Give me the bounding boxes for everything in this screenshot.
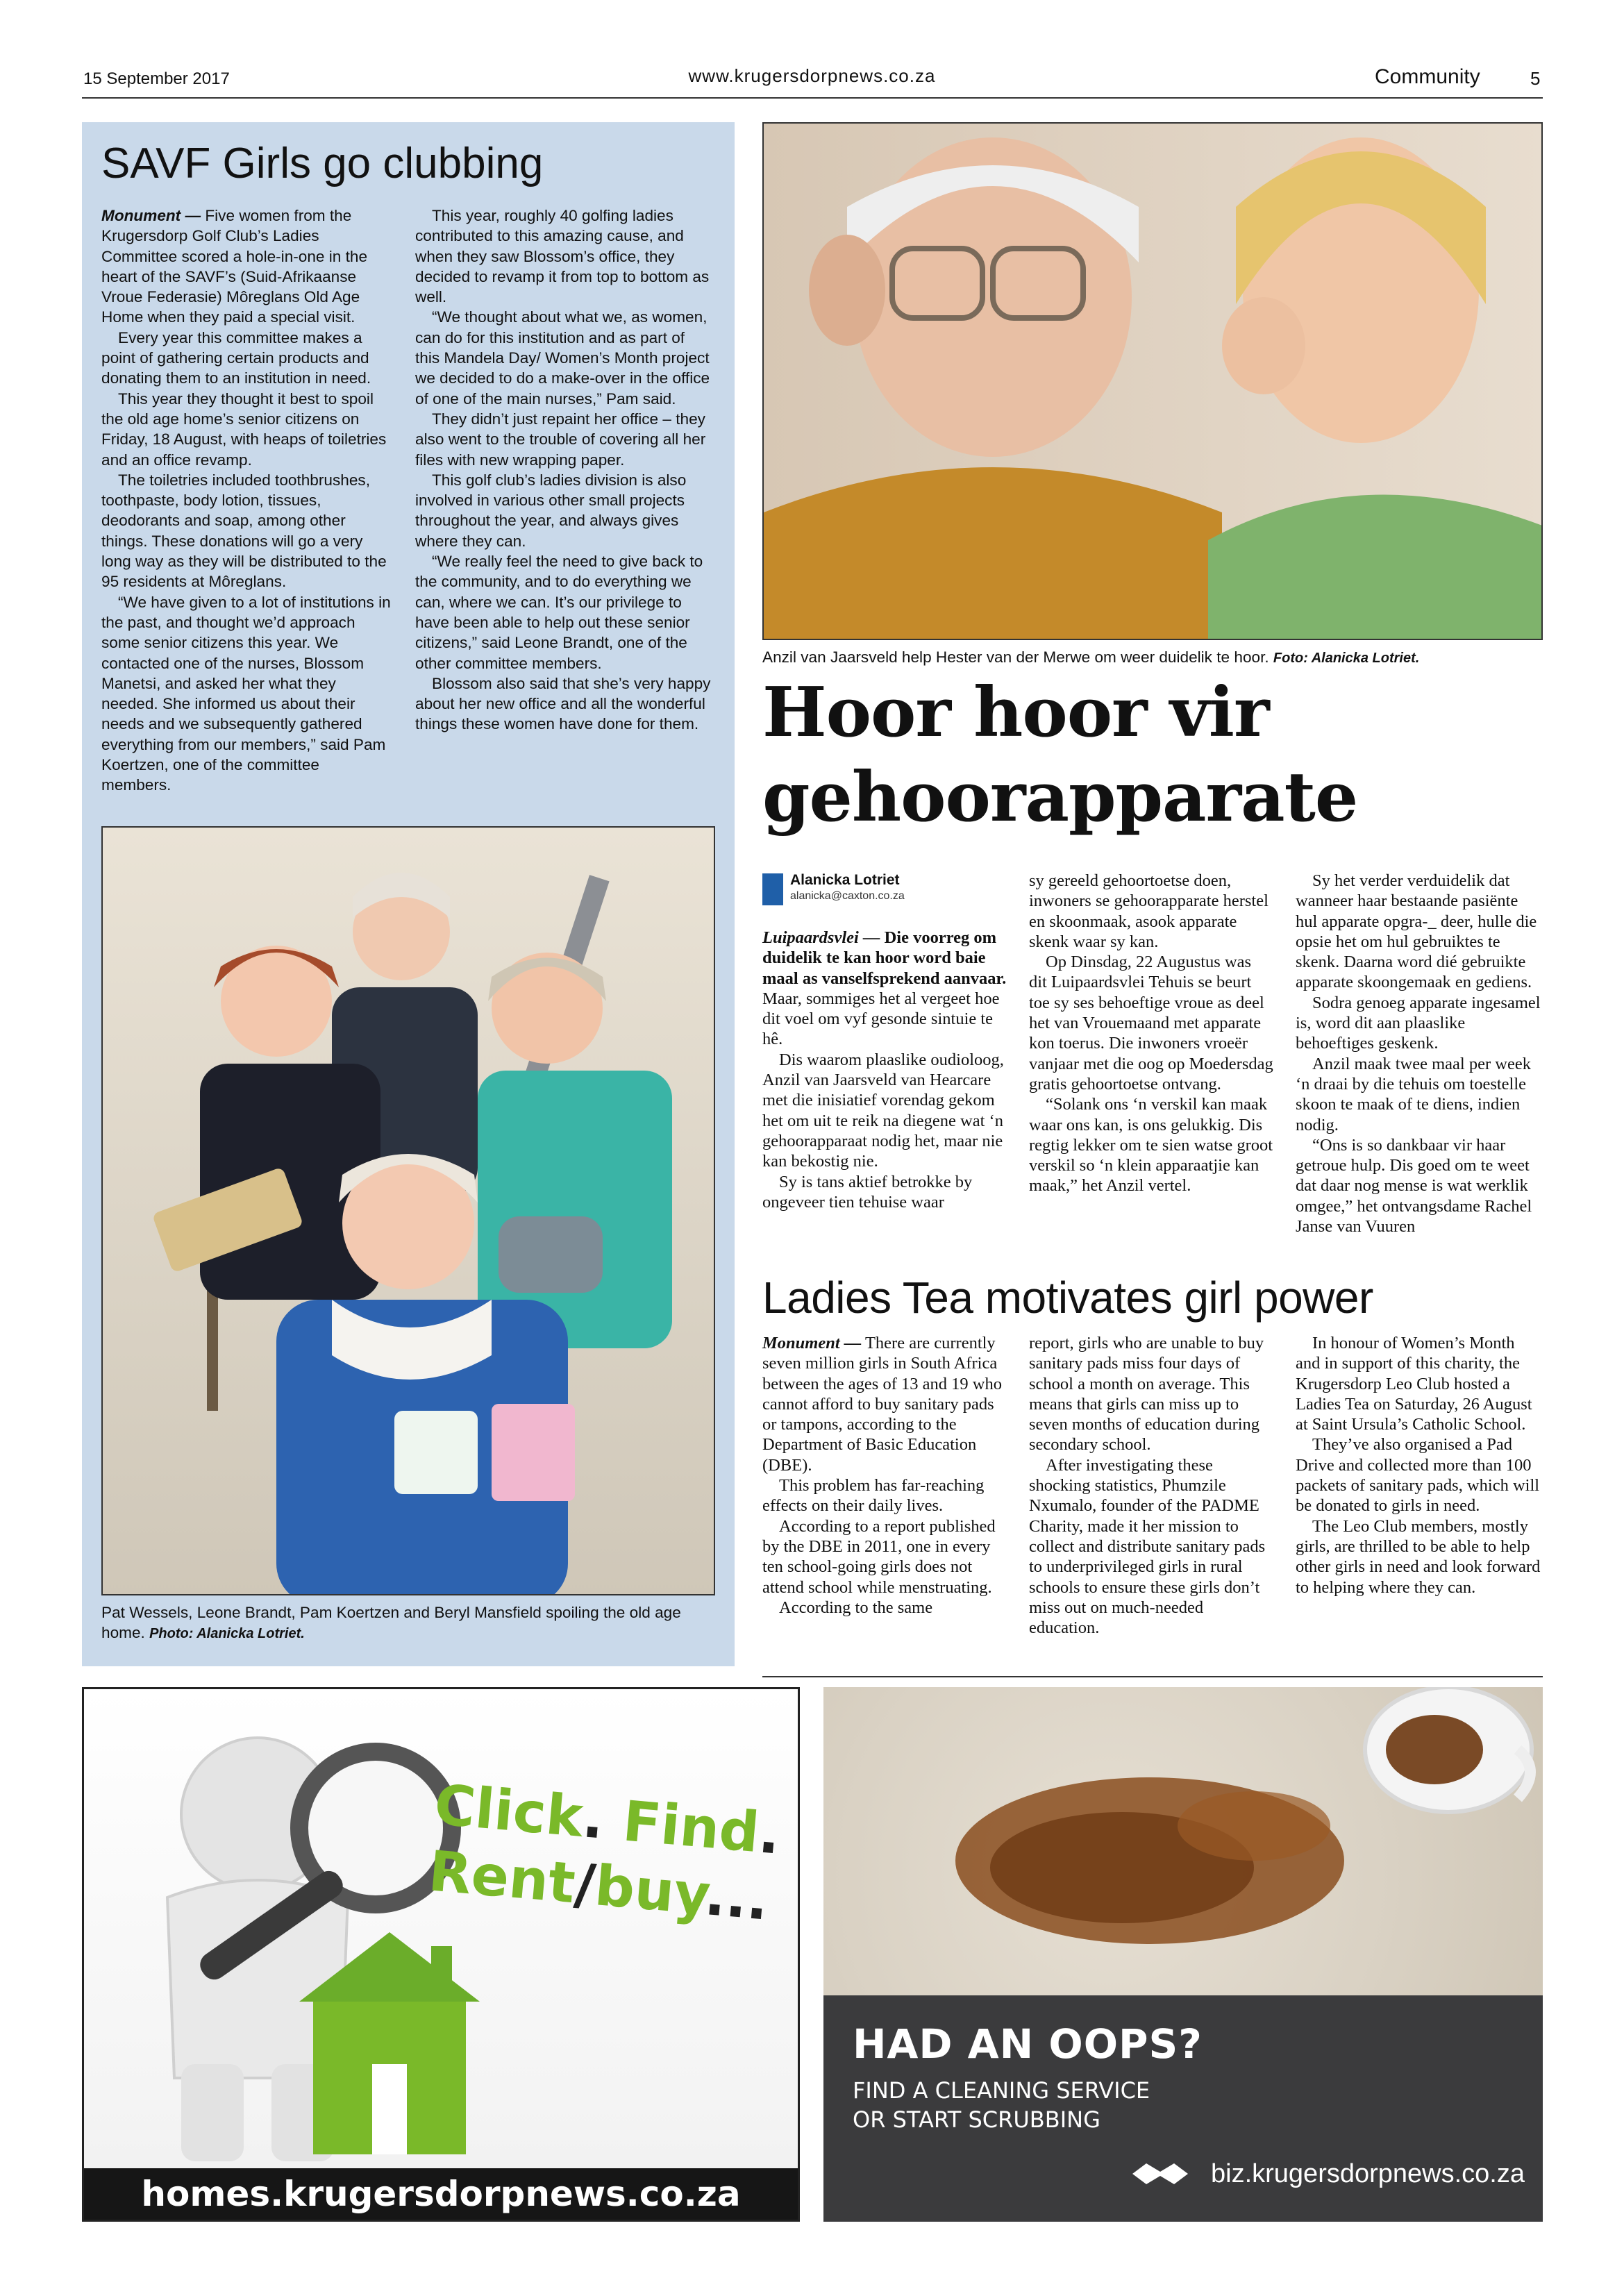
savf-paragraph: “We thought about what we, as women, can do for this institution and as part of this Mandela Day/ Women’s Month project we decided to do a make-over in the office of one of the main nurses,” Pam said. [415, 308, 710, 408]
hoor-paragraph: “Ons is so dankbaar vir haar getroue hulp. Dis goed om te weet dat daar nog mense is wat werklik omgee,” het ontvangsdame Rachel Janse van Vuuren [1296, 1135, 1532, 1237]
hoor-headline: Hoor hoor vir gehoorapparate [762, 673, 1358, 837]
savf-photo-caption: Pat Wessels, Leone Brandt, Pam Koertzen and Beryl Mansfield spoiling the old age home. Photo: Alanicka Lotriet. [101, 1604, 681, 1641]
savf-paragraph: Every year this committee makes a point of gathering certain products and donating them to an institution in need. [101, 328, 371, 387]
tea-paragraph: In honour of Women’s Month and in support of this charity, the Krugersdorp Leo Club hosted a Ladies Tea on Saturday, 26 August at Saint Ursula’s Catholic School. [1296, 1334, 1532, 1434]
oops-subline: FIND A CLEANING SERVICE OR START SCRUBBING [853, 2077, 1150, 2133]
coffee-stain-photo [823, 1687, 1543, 1995]
section-divider [762, 1676, 1543, 1677]
oops-headline: HAD AN OOPS? [853, 2020, 1203, 2068]
hoor-paragraph: Sy het verder verduidelik dat wanneer haar bestaande pasiënte hul apparate opgra-_ deer, hulle die opsie het om hul gebruiktes te skenk. Daarna word dié gebruikte apparate skoongemaak en gediens. [1296, 871, 1537, 992]
hoor-paragraph: Anzil maak twee maal per week ‘n draai by die tehuis om toestelle skoon te maak of te diens, indien nodig. [1296, 1054, 1531, 1134]
savf-paragraph: Blossom also said that she’s very happy about her new office and all the wonderful things these women have done for them. [415, 674, 711, 733]
biz-url[interactable]: biz.krugersdorpnews.co.za [1211, 2159, 1525, 2188]
hoor-paragraph: Sy is tans aktief betrokke by ongeveer tien tehuise waar [762, 1172, 973, 1212]
section-name: Community [1375, 65, 1480, 88]
savf-paragraph: The toiletries included toothbrushes, toothpaste, body lotion, tissues, deodorants and soap, among other things. These donations will go a very long way as they will be distributed to the 95 residents at Môreglans. [101, 471, 387, 591]
cleaning-advert[interactable] [823, 1687, 1543, 2222]
tea-headline: Ladies Tea motivates girl power [762, 1273, 1373, 1323]
hoor-paragraph: Maar, sommiges het al vergeet hoe dit voel om vyf gesonde sintuie te hê. [762, 989, 1000, 1049]
tea-paragraph: They’ve also organised a Pad Drive and collected more than 100 packets of sanitary pads, which will be donated to girls in need. [1296, 1435, 1540, 1516]
magnifier-figure-icon [84, 1689, 798, 2168]
hoor-paragraph: Op Dinsdag, 22 Augustus was dit Luipaardsvlei Tehuis se beurt toe sy ses behoeftige vroue as deel het van Vrouemaand met apparate kon toerus. Die inwoners vroeër vanjaar met die oog op Moedersdag gratis gehoortoetse ontvang. [1029, 953, 1273, 1093]
tea-column-2 [1029, 1333, 1273, 1638]
header-rule [82, 97, 1543, 99]
hoor-paragraph: Dis waarom plaaslike oudioloog, Anzil van Jaarsveld van Hearcare met die inisiatief vorendag gekom het om uit te reik na diegene wat ‘n gehoorapparaat nodig het, maar nie kan bekostig nie. [762, 1050, 1004, 1171]
hoor-column-1 [762, 928, 1007, 1212]
byline-marker [762, 873, 783, 905]
tea-column-3 [1296, 1333, 1543, 1598]
hoor-column-2 [1029, 871, 1273, 1196]
savf-paragraph: This golf club’s ladies division is also involved in various other small projects throughout the year, and always gives where they can. [415, 471, 687, 550]
tea-paragraph: Monument — There are currently seven million girls in South Africa between the ages of 13 and 19 who cannot afford to buy sanitary pads or tampons, according to the Department of Basic Education (DBE). [762, 1334, 1002, 1475]
hoor-paragraph: “Solank ons ‘n verskil kan maak waar ons kan, is ons gelukkig. Dis regtig lekker om te sien watse groot verskil so ‘n klein apparaatjie kan maak,” het Anzil vertel. [1029, 1095, 1273, 1196]
hoor-lead: Luipaardsvlei — Die voorreg om duidelik te kan hoor word baie maal as vanselfsprekend aanvaar. [762, 928, 1007, 988]
tea-paragraph: According to the same [779, 1598, 933, 1617]
byline-name: Alanicka Lotriet [790, 872, 900, 888]
hoor-column-3 [1296, 871, 1543, 1237]
savf-photo-illustration [103, 828, 715, 1595]
hoor-paragraph: Sodra genoeg apparate ingesamel is, word dit aan plaaslike behoeftiges geskenk. [1296, 993, 1541, 1053]
savf-group-photo [101, 826, 715, 1595]
hoor-paragraph: sy gereeld gehoortoetse doen, inwoners se gehoorapparate herstel en skoonmaak, asook apparate skenk waar sy kan. [1029, 871, 1269, 951]
issue-date: 15 September 2017 [83, 69, 230, 88]
hearing-aid-photo [762, 122, 1543, 640]
tea-paragraph: This problem has far-reaching effects on their daily lives. [762, 1476, 985, 1516]
homes-advert[interactable] [82, 1687, 800, 2222]
spilled-cup-illustration [823, 1687, 1543, 1995]
tea-paragraph: The Leo Club members, mostly girls, are thrilled to be able to help other girls in need and look forward to helping where they can. [1296, 1516, 1541, 1597]
byline-email[interactable]: alanicka@caxton.co.za [790, 890, 905, 902]
savf-column-2 [415, 206, 712, 735]
site-url[interactable]: www.krugersdorpnews.co.za [688, 65, 936, 86]
savf-paragraph: This year they thought it best to spoil the old age home’s senior citizens on Friday, 18 August, with heaps of toiletries and an office revamp. [101, 389, 387, 469]
tea-column-1 [762, 1333, 1007, 1618]
savf-paragraph: “We really feel the need to give back to the community, and to do everything we can, where we can. It’s our privilege to have been able to help out these senior citizens,” said Leone Brandt, one of the other committee members. [415, 553, 703, 672]
page-number: 5 [1530, 68, 1541, 89]
savf-column-1 [101, 206, 393, 796]
homes-advert-artwork [84, 1689, 798, 2168]
photo-credit: Foto: Alanicka Lotriet. [1273, 651, 1420, 666]
tea-paragraph: After investigating these shocking statistics, Phumzile Nxumalo, founder of the PADME Charity, made it her mission to collect and distribute sanitary pads to underprivileged girls in rural schools to ensure these girls don’t miss out on much-needed education. [1029, 1455, 1266, 1638]
homes-url-bar[interactable]: homes.krugersdorpnews.co.za [84, 2168, 798, 2220]
tea-paragraph: According to a report published by the DBE in 2011, one in every ten school-going girls does not attend school while menstruating. [762, 1516, 996, 1597]
photo-credit: Photo: Alanicka Lotriet. [149, 1626, 305, 1641]
savf-paragraph: Monument — Five women from the Krugersdorp Golf Club’s Ladies Committee scored a hole-in-one in the heart of the SAVF’s (Suid-Afrikaanse Vroue Federasie) Môreglans Old Age Home when they paid a special visit. [101, 207, 368, 326]
tea-paragraph: report, girls who are unable to buy sanitary pads miss four days of school a month on average. This means that girls can miss up to seven months of education during secondary school. [1029, 1334, 1264, 1455]
hearing-photo-illustration [764, 124, 1543, 640]
dateline: Monument — [101, 207, 201, 224]
handshake-icon [1129, 2156, 1191, 2195]
savf-paragraph: They didn’t just repaint her office – they also went to the trouble of covering all her files with new wrapping paper. [415, 410, 706, 469]
hearing-photo-caption: Anzil van Jaarsveld help Hester van der Merwe om weer duidelik te hoor. Foto: Alanicka Lotriet. [762, 648, 1420, 666]
savf-headline: SAVF Girls go clubbing [101, 140, 544, 187]
savf-paragraph: “We have given to a lot of institutions in the past, and thought we’d approach some senior citizens this year. We contacted one of the nurses, Blossom Manetsi, and asked her what they needed. She informed us about their needs and we subsequently gathered everything from our members,” said Pam Koertzen, one of the committee members. [101, 593, 391, 794]
click-find-slogan: Click. Find. Rent/buy... [426, 1772, 783, 1933]
savf-paragraph: This year, roughly 40 golfing ladies contributed to this amazing cause, and when they saw Blossom’s office, they decided to revamp it from top to bottom as well. [415, 207, 710, 306]
